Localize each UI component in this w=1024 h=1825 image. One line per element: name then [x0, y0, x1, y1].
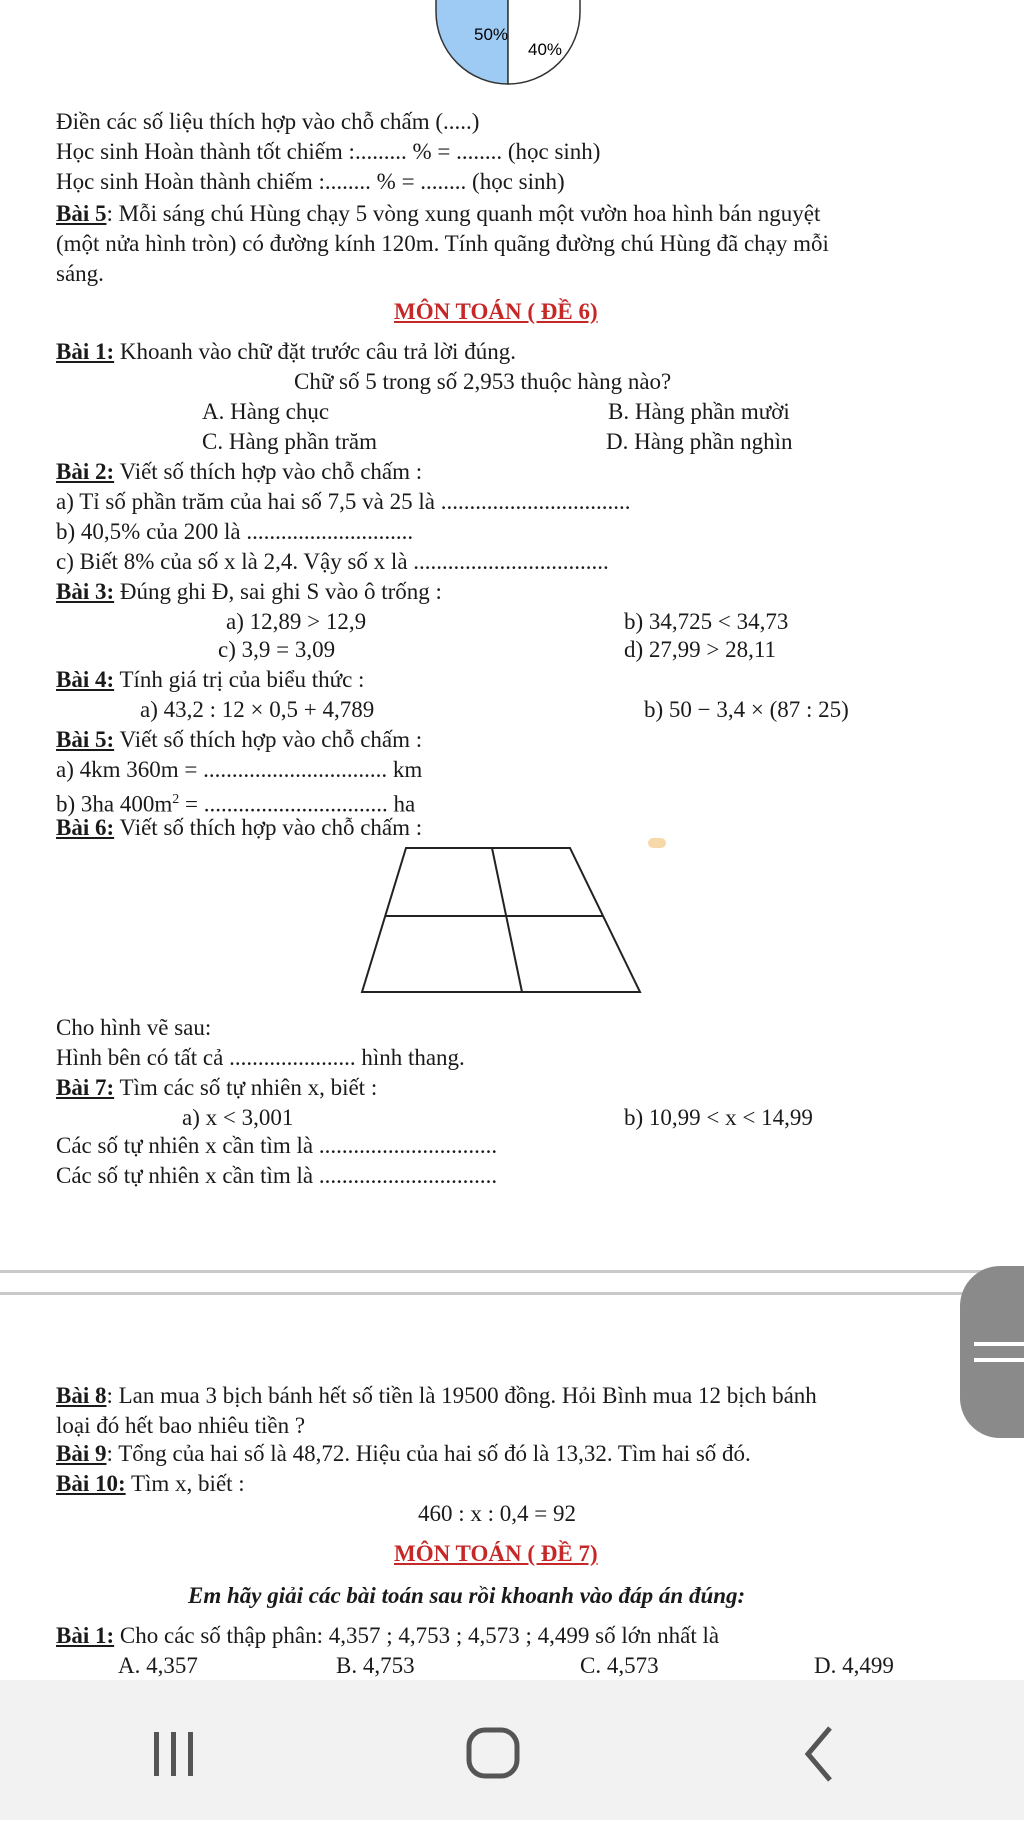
de6-bai2-label: Bài 2: [56, 459, 115, 484]
de6-bai7-label: Bài 7: [56, 1075, 115, 1100]
home-icon [414, 1680, 574, 1820]
bai5-line1 [56, 200, 820, 228]
de7-bai1-text: Cho các số thập phân: 4,357 ; 4,753 ; 4,573 ; 4,499 số lớn nhất là [114, 1623, 720, 1648]
bai10-equation: 460 : x : 0,4 = 92 [418, 1501, 577, 1526]
de6-bai5-b-sup: 2 [172, 792, 180, 807]
fill-line-done: Học sinh Hoàn thành chiếm :........ % = ........ (học sinh) [56, 169, 565, 194]
page-break-bottom [0, 1292, 1024, 1295]
de6-bai4-text: Tính giá trị của biểu thức : [114, 667, 365, 692]
fill-instruction: Điền các số liệu thích hợp vào chỗ chấm (.....) [56, 109, 480, 134]
recent-apps-icon [94, 1680, 254, 1820]
de6-bai5 [56, 726, 422, 754]
de7-subtitle: Em hãy giải các bài toán sau rồi khoanh vào đáp án đúng: [188, 1583, 746, 1608]
fill-line-good: Học sinh Hoàn thành tốt chiếm :......... % = ........ (học sinh) [56, 139, 601, 164]
de7-option-d: D. 4,499 [814, 1653, 894, 1678]
de7-bai1-label: Bài 1: [56, 1623, 115, 1648]
de6-bai2 [56, 458, 422, 486]
bai9-line [56, 1440, 751, 1468]
de6-bai2-a: a) Tỉ số phần trăm của hai số 7,5 và 25 là ................................. [56, 489, 631, 514]
bai9-label: Bài 9 [56, 1441, 107, 1466]
de6-bai3 [56, 578, 442, 606]
de6-bai2-b: b) 40,5% của 200 là ............................. [56, 519, 414, 544]
de6-bai3-b: b) 34,725 < 34,73 [624, 609, 789, 634]
de6-bai3-c: c) 3,9 = 3,09 [218, 637, 336, 662]
bai8-line1 [56, 1382, 817, 1410]
bai5-text: : Mỗi sáng chú Hùng chạy 5 vòng xung quanh một vườn hoa hình bán nguyệt [106, 201, 821, 226]
de6-bai1-text: Khoanh vào chữ đặt trước câu trả lời đúng. [114, 339, 516, 364]
de6-bai5-text: Viết số thích hợp vào chỗ chấm : [114, 727, 423, 752]
home-button[interactable] [414, 1680, 574, 1820]
de6-title: MÔN TOÁN ( ĐỀ 6) [394, 299, 598, 324]
page-break-top [0, 1270, 1024, 1273]
back-icon [740, 1680, 900, 1820]
bai10-text: Tìm x, biết : [125, 1471, 245, 1496]
bai5-line3: sáng. [56, 261, 104, 286]
bai5-line2: (một nửa hình tròn) có đường kính 120m. Tính quãng đường chú Hùng đã chạy mỗi [56, 231, 829, 256]
handle-bar-icon [974, 1342, 1024, 1346]
de7-title: MÔN TOÁN ( ĐỀ 7) [394, 1541, 598, 1566]
bai10-label: Bài 10: [56, 1471, 126, 1496]
de6-bai3-text: Đúng ghi Đ, sai ghi S vào ô trống : [114, 579, 442, 604]
de6-bai5-label: Bài 5: [56, 727, 115, 752]
de6-bai4-a: a) 43,2 : 12 × 0,5 + 4,789 [140, 697, 375, 722]
de6-bai7-l2: Các số tự nhiên x cần tìm là ............................... [56, 1163, 498, 1188]
de6-bai5-b-post: = ................................ ha [179, 791, 416, 817]
de7-option-b: B. 4,753 [336, 1653, 415, 1678]
de6-bai1-question: Chữ số 5 trong số 2,953 thuộc hàng nào? [294, 369, 672, 394]
de6-bai1-label: Bài 1: [56, 339, 115, 364]
de7-option-c: C. 4,573 [580, 1653, 659, 1678]
de6-option-b: B. Hàng phần mười [608, 399, 790, 424]
de6-bai2-c: c) Biết 8% của số x là 2,4. Vậy số x là .................................. [56, 549, 609, 574]
de6-bai5-b-pre: b) 3ha 400m [56, 791, 173, 817]
de6-bai3-d: d) 27,99 > 28,11 [624, 637, 777, 662]
de6-bai6 [56, 814, 422, 842]
bai8-line2: loại đó hết bao nhiêu tiền ? [56, 1413, 306, 1438]
recent-apps-button[interactable] [94, 1680, 254, 1820]
de7-bai1 [56, 1622, 719, 1650]
trapezoid-figure [350, 840, 650, 1000]
de6-bai4-b: b) 50 − 3,4 × (87 : 25) [644, 697, 849, 722]
pie-chart [418, 0, 598, 90]
orange-mark [648, 838, 666, 848]
de6-option-a: A. Hàng chục [202, 399, 330, 424]
bai5-label: Bài 5 [56, 201, 107, 226]
de6-bai4-label: Bài 4: [56, 667, 115, 692]
de6-bai6-label: Bài 6: [56, 815, 115, 840]
de6-bai6-l2: Hình bên có tất cả ...................... hình thang. [56, 1045, 465, 1070]
de6-bai7 [56, 1074, 377, 1102]
de6-bai1 [56, 338, 516, 366]
handle-bar-icon [974, 1358, 1024, 1362]
de6-option-c: C. Hàng phần trăm [202, 429, 378, 454]
bai10-line [56, 1470, 245, 1498]
bai8-text: : Lan mua 3 bịch bánh hết số tiền là 19500 đồng. Hỏi Bình mua 12 bịch bánh [106, 1383, 817, 1408]
de6-bai2-text: Viết số thích hợp vào chỗ chấm : [114, 459, 423, 484]
de6-option-d: D. Hàng phần nghìn [606, 429, 793, 454]
pie-label-50: 50% [474, 25, 509, 44]
back-button[interactable] [740, 1680, 900, 1820]
system-navigation-bar [0, 1680, 1024, 1820]
de6-bai6-text: Viết số thích hợp vào chỗ chấm : [114, 815, 423, 840]
de6-bai7-a: a) x < 3,001 [182, 1105, 294, 1130]
bai9-text: : Tổng của hai số là 48,72. Hiệu của hai số đó là 13,32. Tìm hai số đó. [106, 1441, 751, 1466]
de6-bai3-label: Bài 3: [56, 579, 115, 604]
side-panel-handle[interactable] [960, 1266, 1024, 1438]
de6-bai3-a: a) 12,89 > 12,9 [226, 609, 367, 634]
de7-option-a: A. 4,357 [118, 1653, 198, 1678]
bai8-label: Bài 8 [56, 1383, 107, 1408]
pie-label-40: 40% [528, 40, 563, 59]
de6-bai5-a: a) 4km 360m = ................................ km [56, 757, 423, 782]
de6-bai7-b: b) 10,99 < x < 14,99 [624, 1105, 813, 1130]
de6-bai4 [56, 666, 364, 694]
de6-bai6-l1: Cho hình vẽ sau: [56, 1015, 212, 1040]
de6-bai7-text: Tìm các số tự nhiên x, biết : [114, 1075, 378, 1100]
de6-bai7-l1: Các số tự nhiên x cần tìm là ............................... [56, 1133, 498, 1158]
